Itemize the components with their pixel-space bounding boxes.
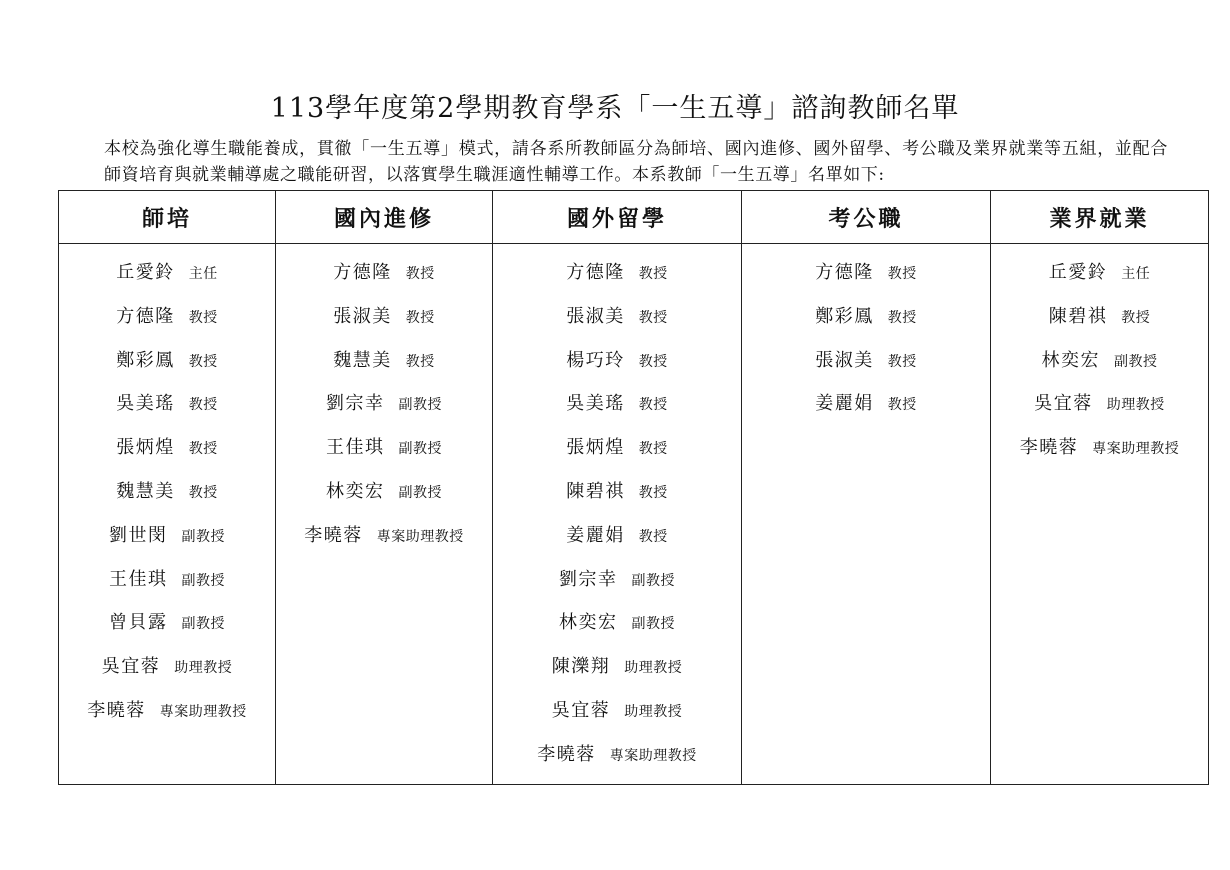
advisor-name: 劉宗幸 (326, 393, 385, 415)
advisor-rank: 教授 (887, 266, 917, 282)
advisor-name: 李曉蓉 (1019, 437, 1079, 459)
advisor-name: 王佳琪 (326, 437, 385, 459)
advisor-rank: 教授 (638, 441, 668, 458)
advisor-name: 丘愛鈴 (116, 262, 175, 283)
advisor-name: 吳宜蓉 (551, 699, 611, 721)
advisor-entry (59, 346, 275, 390)
advisor-entry (493, 389, 741, 433)
advisor-name: 張炳煌 (566, 437, 625, 459)
column-cell-civil-service (742, 244, 991, 785)
advisor-rank: 副教授 (181, 528, 225, 545)
advisor-rank: 副教授 (1114, 353, 1158, 370)
advisor-rank: 教授 (638, 266, 668, 282)
advisor-entry (493, 258, 741, 302)
advisor-entry (991, 433, 1208, 477)
advisor-name: 劉宗幸 (559, 568, 618, 590)
advisor-entry (276, 258, 492, 302)
advisor-rank: 教授 (638, 353, 668, 370)
advisor-name: 李曉蓉 (304, 524, 363, 546)
advisor-name: 張炳煌 (116, 437, 175, 459)
advisor-entry (991, 346, 1208, 390)
column-cell-teacher-training (59, 244, 276, 785)
advisor-entry (276, 346, 492, 390)
advisor-entry (276, 433, 492, 477)
advisor-rank: 助理教授 (174, 660, 233, 677)
advisor-name: 曾貝露 (109, 612, 168, 634)
advisor-name: 張淑美 (333, 305, 392, 327)
advisor-rank: 副教授 (631, 572, 675, 589)
advisor-rank: 助理教授 (624, 703, 683, 720)
advisor-name: 吳美瑤 (566, 393, 625, 415)
advisor-name: 張淑美 (566, 305, 625, 327)
advisor-name: 吳宜蓉 (101, 656, 161, 678)
advisor-entry (59, 258, 275, 302)
advisor-entry (493, 346, 741, 390)
advisor-entry (493, 608, 741, 652)
advisor-entry (276, 521, 492, 565)
advisor-entry (742, 346, 990, 390)
advisor-rank: 專案助理教授 (376, 528, 464, 545)
advisor-rank: 教授 (188, 353, 218, 370)
advisor-entry (59, 652, 275, 696)
advisor-name: 劉世閔 (109, 524, 168, 546)
advisor-rank: 教授 (887, 309, 917, 326)
advisor-name: 李曉蓉 (537, 743, 596, 765)
advisor-entry (991, 389, 1208, 433)
column-cell-domestic-study (276, 244, 493, 785)
advisor-rank: 教授 (638, 397, 668, 414)
advisor-entry (493, 565, 741, 609)
advisor-rank: 教授 (887, 397, 917, 414)
advisor-entry (59, 389, 275, 433)
advisor-rank: 副教授 (631, 616, 675, 633)
advisor-entry (276, 389, 492, 433)
advisor-name: 張淑美 (815, 349, 874, 371)
advisor-name: 林奕宏 (326, 480, 385, 502)
header-row (59, 191, 1209, 244)
advisor-name: 方德隆 (333, 262, 392, 283)
advisor-name: 丘愛鈴 (1048, 262, 1108, 283)
advisor-name: 陳濼翔 (551, 656, 611, 678)
advisor-entry (493, 696, 741, 740)
advisor-rank: 教授 (638, 309, 668, 326)
column-header-civil-service: 考公職 (742, 191, 991, 244)
advisor-rank: 教授 (188, 309, 218, 326)
advisor-entry (493, 477, 741, 521)
advisor-rank: 主任 (188, 266, 218, 282)
advisor-rank: 專案助理教授 (159, 703, 247, 720)
advisor-rank: 專案助理教授 (609, 747, 697, 764)
advisor-entry (59, 433, 275, 477)
advisor-name: 魏慧美 (333, 349, 392, 371)
advisor-name: 鄭彩鳳 (116, 349, 175, 371)
advisor-entry (59, 302, 275, 346)
column-cell-industry-employment (991, 244, 1209, 785)
advisor-rank: 副教授 (398, 484, 442, 501)
advisor-rank: 教授 (638, 528, 668, 545)
advisor-rank: 副教授 (181, 572, 225, 589)
advisor-name: 方德隆 (815, 262, 874, 283)
advisor-rank: 教授 (887, 353, 917, 370)
advisor-name: 方德隆 (116, 305, 175, 327)
advisor-name: 方德隆 (566, 262, 625, 283)
advisor-rank: 教授 (188, 484, 218, 501)
advisor-entry (59, 608, 275, 652)
advisor-entry (991, 258, 1208, 302)
advisor-rank: 教授 (188, 441, 218, 458)
advisor-entry (59, 565, 275, 609)
document-title: 113學年度第2學期教育學系「一生五導」諮詢教師名單 (270, 93, 960, 124)
advisor-entry (59, 521, 275, 565)
advisor-name: 姜麗娟 (815, 393, 874, 415)
advisor-entry (742, 302, 990, 346)
column-header-teacher-training: 師培 (59, 191, 276, 244)
advisor-entry (276, 302, 492, 346)
advisor-name: 林奕宏 (1041, 349, 1100, 371)
advisor-rank: 教授 (405, 309, 435, 326)
intro-paragraph: 本校為強化導生職能養成，貫徹「一生五導」模式，請各系所教師區分為師培、國內進修、國外留學、考公職及業界就業等五組，並配合師資培育與就業輔導處之職能研習，以落實學生職涯適性輔導工作。本系教師「一生五導」名單如下: (104, 139, 1168, 185)
advisor-entry (493, 433, 741, 477)
advisor-rank: 主任 (1121, 266, 1151, 282)
advisor-name: 李曉蓉 (87, 699, 146, 721)
body-row (59, 244, 1209, 785)
column-header-industry-employment: 業界就業 (991, 191, 1209, 244)
column-header-study-abroad: 國外留學 (493, 191, 742, 244)
advisor-entry (742, 258, 990, 302)
advisor-rank: 專案助理教授 (1092, 441, 1180, 458)
advisor-entry (493, 740, 741, 784)
advisor-name: 鄭彩鳳 (815, 305, 874, 327)
advisor-rank: 助理教授 (1106, 397, 1165, 414)
advisor-rank: 教授 (638, 484, 668, 501)
advisor-name: 吳美瑤 (116, 393, 175, 415)
advisor-rank: 教授 (405, 353, 435, 370)
advisor-entry (493, 652, 741, 696)
advisor-entry (59, 696, 275, 740)
advisor-rank: 副教授 (181, 616, 225, 633)
advisor-name: 姜麗娟 (566, 524, 625, 546)
advisor-table (58, 190, 1209, 785)
advisor-rank: 教授 (188, 397, 218, 414)
advisor-name: 楊巧玲 (566, 349, 625, 371)
advisor-entry (991, 302, 1208, 346)
column-header-domestic-study: 國內進修 (276, 191, 493, 244)
advisor-name: 陳碧祺 (566, 480, 625, 502)
column-cell-study-abroad (493, 244, 742, 785)
advisor-entry (276, 477, 492, 521)
advisor-entry (493, 302, 741, 346)
advisor-entry (742, 389, 990, 433)
advisor-name: 陳碧祺 (1048, 305, 1108, 327)
advisor-name: 魏慧美 (116, 480, 175, 502)
advisor-rank: 助理教授 (624, 660, 683, 677)
advisor-rank: 教授 (1121, 309, 1151, 326)
advisor-rank: 副教授 (398, 441, 442, 458)
advisor-name: 林奕宏 (559, 612, 618, 634)
advisor-entry (493, 521, 741, 565)
advisor-rank: 副教授 (398, 397, 442, 414)
advisor-entry (59, 477, 275, 521)
advisor-rank: 教授 (405, 266, 435, 282)
advisor-name: 吳宜蓉 (1034, 393, 1093, 415)
advisor-name: 王佳琪 (109, 568, 168, 590)
